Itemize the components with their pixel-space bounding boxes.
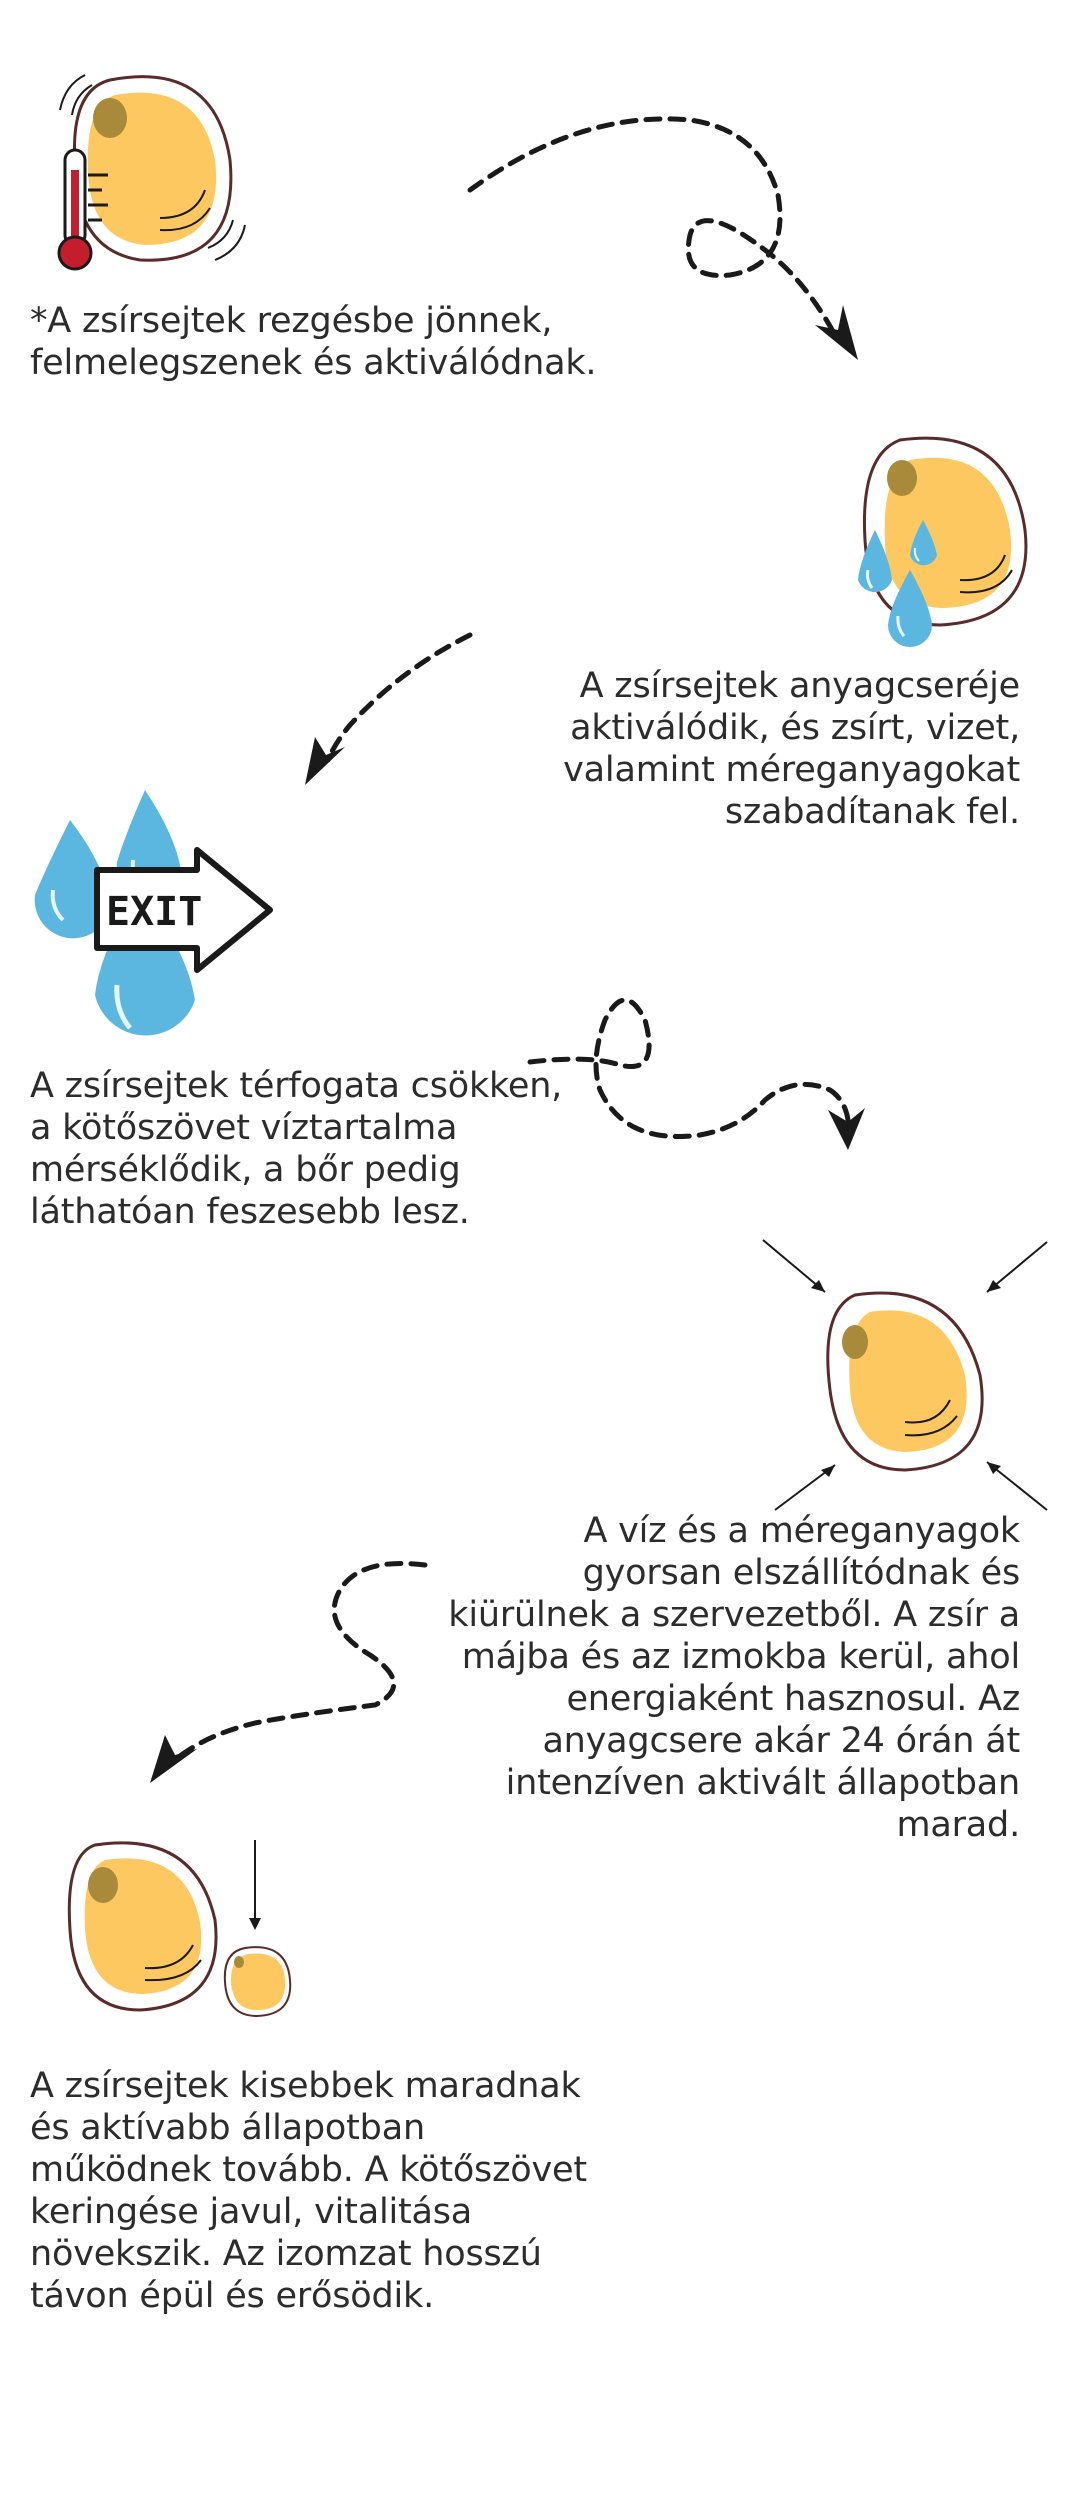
- water-drops-exit-icon: [25, 790, 275, 1060]
- dashed-arrow-3: [510, 980, 860, 1190]
- compressed-fat-cell-icon: [755, 1240, 1055, 1520]
- step-3-text: A zsírsejtek térfogata csökken, a kötőszövet víztartalma mérséklődik, a bőr pedig láthatóan feszesebb lesz.: [30, 1066, 563, 1232]
- thermometer-icon: [50, 145, 120, 275]
- dashed-arrow-2: [290, 625, 490, 795]
- step-5-text: A zsírsejtek kisebbek maradnak és aktívabb állapotban működnek tovább. A kötőszövet keringése javul, vitalitása növekszik. Az izomzat hosszú távon épül és erősödik.: [30, 2066, 587, 2316]
- exit-label: EXIT: [106, 889, 203, 935]
- dashed-arrow-1: [460, 100, 880, 360]
- fat-cell-releasing-drops-icon: [820, 420, 1050, 660]
- vibrating-fat-cell-icon: [30, 50, 260, 280]
- shrinking-fat-cell-icon: [45, 1830, 305, 2030]
- step-2-text: A zsírsejtek anyagcseréje aktiválódik, és zsírt, vizet, valamint méreganyagokat szabadítanak fel.: [563, 666, 1020, 832]
- step-1-text: *A zsírsejtek rezgésbe jönnek, felmelegszenek és aktiválódnak.: [30, 301, 597, 383]
- dashed-arrow-4: [145, 1545, 445, 1765]
- step-4-text: A víz és a méreganyagok gyorsan elszállítódnak és kiürülnek a szervezetből. A zsír a májba és az izmokba kerül, ahol energiaként hasznosul. Az anyagcsere akár 24 órán át intenzíven aktivált állapotban marad.: [448, 1511, 1020, 1845]
